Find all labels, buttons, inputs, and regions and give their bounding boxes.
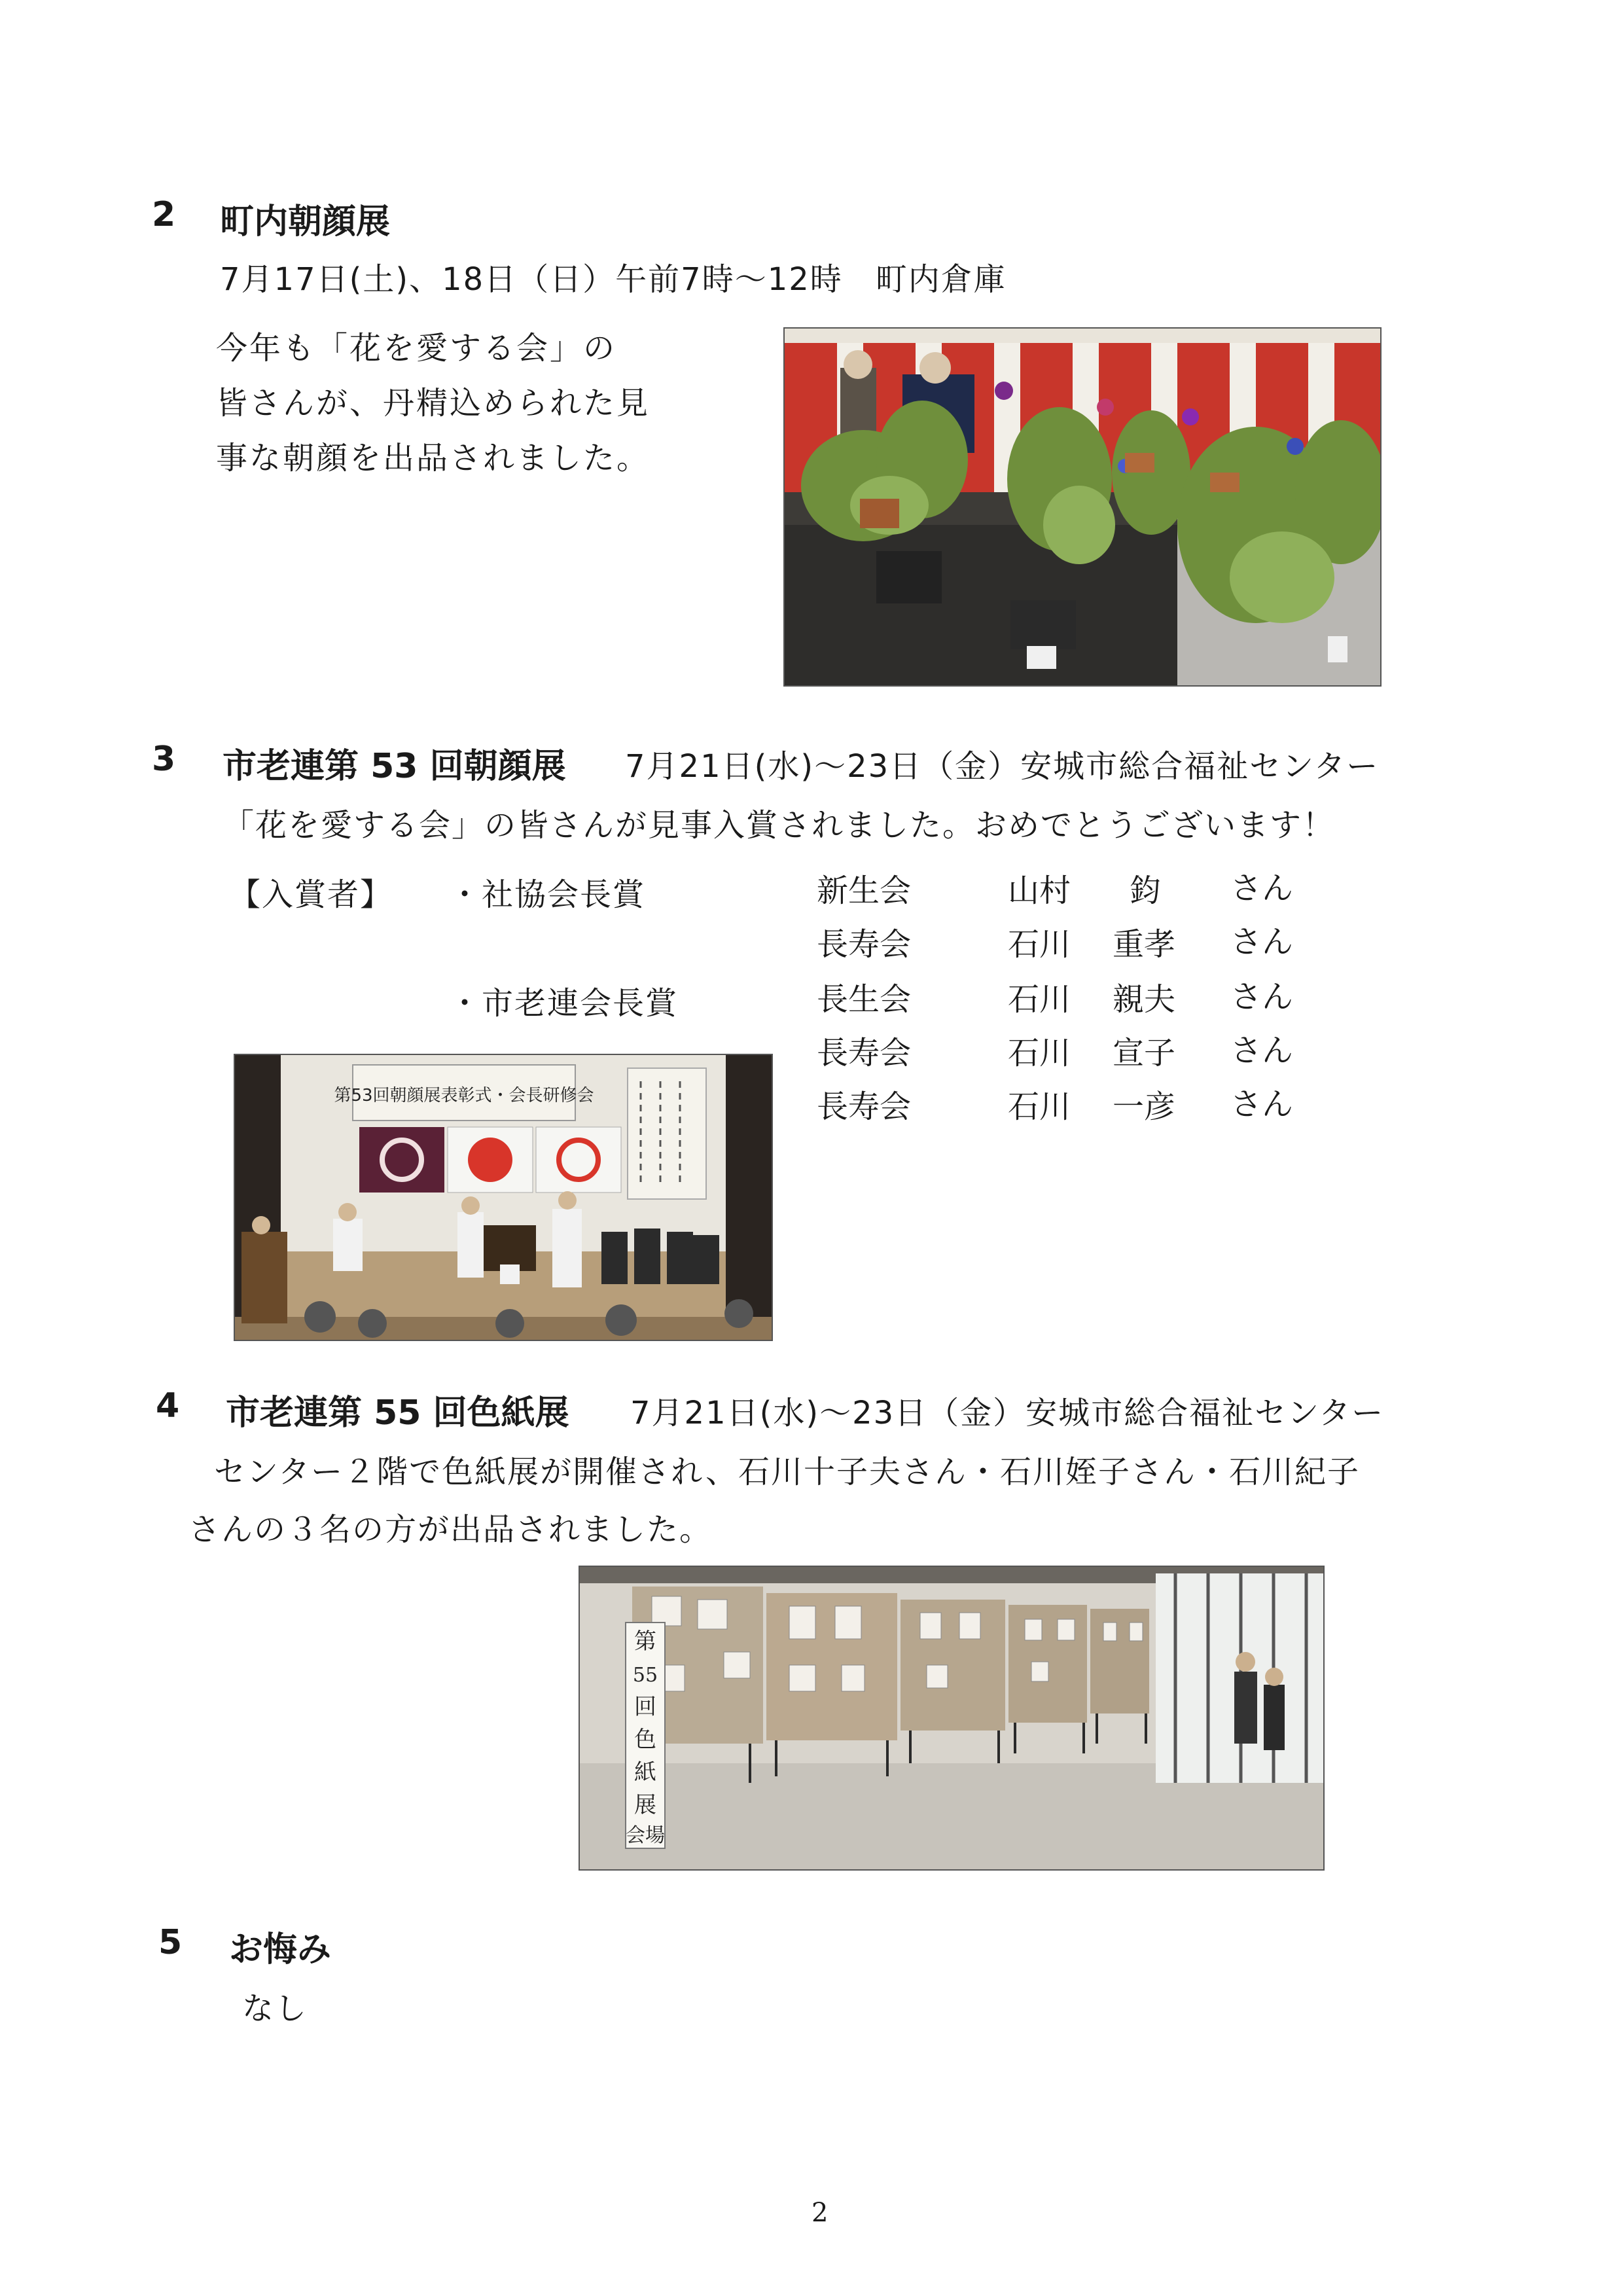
section-4-number: 4 xyxy=(156,1386,180,1426)
winner-given-name: 親夫 xyxy=(1113,981,1176,1018)
section-3-message: 「花を愛する会」の皆さんが見事入賞されました。おめでとうございます！ xyxy=(223,807,1336,844)
section-2-body-line: 皆さんが、丹精込められた見 xyxy=(216,385,651,422)
section-2-body-line: 今年も「花を愛する会」の xyxy=(216,330,617,367)
exhibit-sign-char-3: 回 xyxy=(634,1694,656,1720)
winner-honorific: さん xyxy=(1230,924,1294,960)
winner-given-name: 重孝 xyxy=(1113,926,1176,963)
section-4-body-line-1: センター２階で色紙展が開催され、石川十子夫さん・石川姪子さん・石川紀子 xyxy=(214,1454,1360,1490)
winners-label: 【入賞者】 xyxy=(229,876,393,913)
section-4-schedule: 7月21日(水)～23日（金）安城市総合福祉センター xyxy=(630,1395,1385,1431)
section-2-schedule: 7月17日(土)、18日（日）午前7時～12時 町内倉庫 xyxy=(220,261,1007,298)
winner-honorific: さん xyxy=(1230,1032,1294,1069)
exhibit-sign-char-4: 色 xyxy=(634,1727,656,1753)
winner-honorific: さん xyxy=(1230,1086,1294,1122)
section-2-title: 町内朝顔展 xyxy=(220,202,391,242)
section-5-number: 5 xyxy=(158,1923,183,1962)
section-5-title: お悔み xyxy=(229,1930,332,1969)
award-ceremony-photo-illustration xyxy=(235,1055,772,1340)
winner-given-name: 鈞 xyxy=(1130,872,1162,909)
winner-honorific: さん xyxy=(1230,978,1294,1015)
section-2-number: 2 xyxy=(152,195,176,234)
winner-given-name: 一彦 xyxy=(1113,1088,1176,1125)
section-3-schedule: 7月21日(水)～23日（金）安城市総合福祉センター xyxy=(625,748,1380,785)
winner-club: 長寿会 xyxy=(817,1035,912,1071)
page-number: 2 xyxy=(812,2198,829,2228)
shikishi-photo-illustration xyxy=(580,1567,1323,1869)
section-3-number: 3 xyxy=(152,740,176,779)
exhibit-sign-char-2: 55 xyxy=(632,1664,658,1687)
winner-club: 長寿会 xyxy=(817,1088,912,1125)
winner-honorific: さん xyxy=(1230,870,1294,906)
section-2-body-line: 事な朝顔を出品されました。 xyxy=(216,440,651,476)
award-social-welfare: ・社協会長賞 xyxy=(449,876,646,913)
exhibit-sign-char-6: 展 xyxy=(634,1792,656,1818)
winner-family-name: 石川 xyxy=(1008,1035,1071,1071)
morning-glory-photo-illustration xyxy=(785,329,1380,685)
award-ceremony-photo xyxy=(234,1054,773,1341)
section-2-body xyxy=(216,321,687,486)
winner-family-name: 石川 xyxy=(1008,981,1071,1018)
winner-club: 長生会 xyxy=(817,981,912,1018)
winner-club: 新生会 xyxy=(817,872,912,909)
ceremony-banner-text: 第53回朝顔展表彰式・会長研修会 xyxy=(334,1086,594,1105)
section-4-body-line-2: さんの３名の方が出品されました。 xyxy=(188,1511,713,1548)
winner-family-name: 石川 xyxy=(1008,1088,1071,1125)
exhibit-sign-char-7: 会場 xyxy=(626,1824,665,1847)
section-4-title: 市老連第 55 回色紙展 xyxy=(226,1393,569,1433)
winner-row xyxy=(817,865,911,910)
winner-family-name: 石川 xyxy=(1008,926,1071,963)
section-3-title: 市老連第 53 回朝顔展 xyxy=(223,747,566,786)
section-5-body: なし xyxy=(242,1990,308,2027)
exhibit-sign-char-1: 第 xyxy=(634,1628,656,1655)
shikishi-exhibit-photo xyxy=(579,1566,1325,1871)
award-senior-club: ・市老連会長賞 xyxy=(449,985,679,1022)
exhibit-sign-char-5: 紙 xyxy=(634,1759,656,1785)
winner-given-name: 宣子 xyxy=(1113,1035,1176,1071)
winner-club: 長寿会 xyxy=(817,926,912,963)
morning-glory-exhibit-photo xyxy=(783,327,1382,687)
winner-family-name: 山村 xyxy=(1008,872,1071,909)
